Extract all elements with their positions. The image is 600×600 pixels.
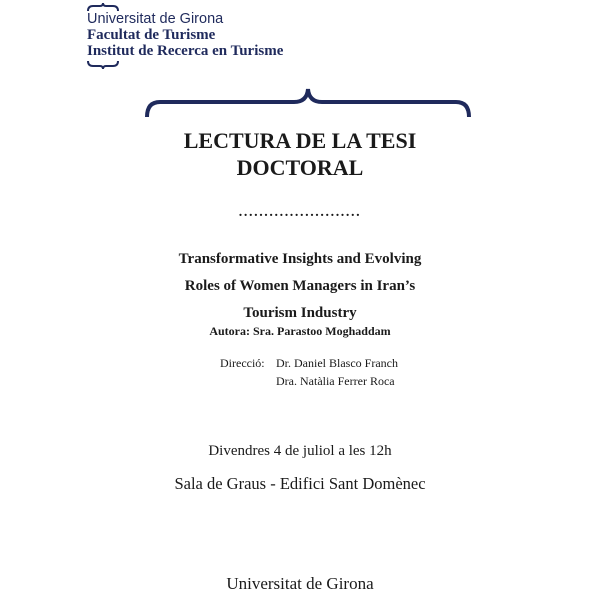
event-date: Divendres 4 de juliol a les 12h bbox=[208, 443, 392, 459]
event-venue: Sala de Graus - Edifici Sant Domènec bbox=[174, 474, 426, 493]
footer-university: Universitat de Girona bbox=[226, 574, 374, 593]
direction-block bbox=[220, 354, 398, 390]
thesis-title bbox=[0, 246, 600, 327]
director-1: Dr. Daniel Blasco Franch bbox=[276, 356, 398, 370]
title-line-1: LECTURA DE LA TESI bbox=[183, 128, 417, 153]
thesis-title-line-1: Transformative Insights and Evolving bbox=[178, 251, 422, 267]
faculty-name: Facultat de Turisme bbox=[87, 27, 216, 43]
director-2: Dra. Natàlia Ferrer Roca bbox=[276, 374, 395, 388]
title-line-2: DOCTORAL bbox=[236, 155, 364, 180]
thesis-title-line-3: Tourism Industry bbox=[243, 305, 357, 321]
direction-label: Direcció: bbox=[220, 356, 265, 370]
decorative-brace-icon bbox=[144, 86, 472, 120]
author: Autora: Sra. Parastoo Moghaddam bbox=[209, 324, 391, 338]
institute-name: Institut de Recerca en Turisme bbox=[87, 43, 284, 59]
page-title bbox=[0, 127, 600, 181]
dotted-separator: ........................ bbox=[238, 205, 362, 220]
institution-block bbox=[87, 11, 283, 59]
university-name: Universitat de Girona bbox=[87, 11, 224, 27]
thesis-title-line-2: Roles of Women Managers in Iran’s bbox=[184, 278, 416, 294]
logo-brace-bottom-icon bbox=[87, 60, 119, 70]
